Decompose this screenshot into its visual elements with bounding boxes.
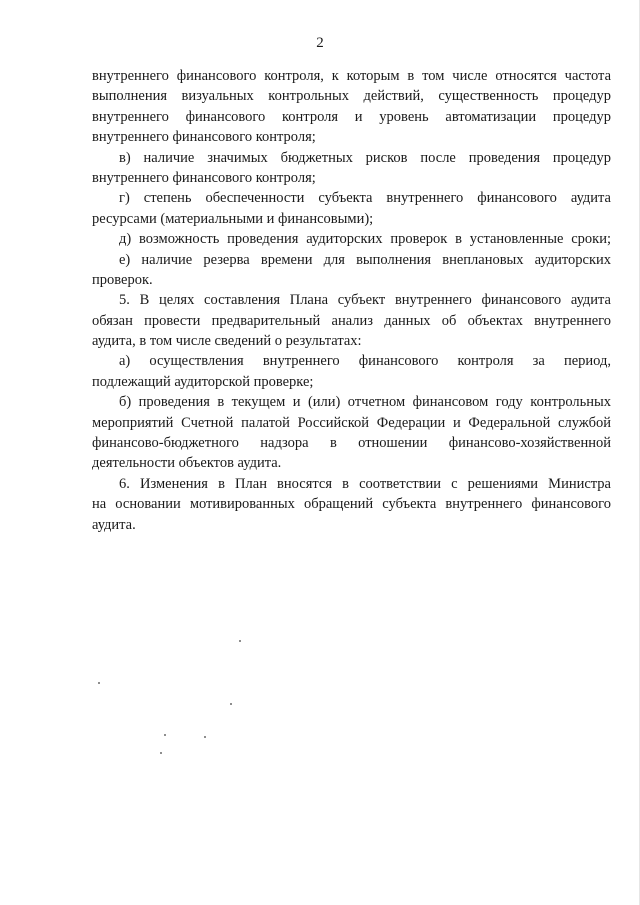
- text-line: 6. Изменения в План вносятся в соответствии с решениями Министра: [119, 475, 611, 492]
- text-line: внутреннего финансового контроля;: [92, 169, 316, 186]
- text-line: 5. В целях составления Плана субъект внутреннего финансового аудита: [119, 292, 611, 309]
- body-text: [92, 66, 611, 535]
- scan-speck: [239, 640, 241, 642]
- text-line: внутреннего финансового контроля и уровень автоматизации процедур: [92, 108, 611, 125]
- scan-speck: [204, 736, 206, 738]
- scan-speck: [164, 734, 166, 736]
- text-line: на основании мотивированных обращений субъекта внутреннего финансового: [92, 496, 611, 513]
- text-line: обязан провести предварительный анализ данных об объектах внутреннего: [92, 312, 611, 329]
- scan-speck: [160, 752, 162, 754]
- text-line: е) наличие резерва времени для выполнения внеплановых аудиторских: [119, 251, 611, 268]
- text-line: аудита.: [92, 516, 136, 533]
- scan-speck: [98, 682, 100, 684]
- text-line: в) наличие значимых бюджетных рисков после проведения процедур: [119, 149, 611, 166]
- text-line: деятельности объектов аудита.: [92, 455, 282, 472]
- text-line: д) возможность проведения аудиторских проверок в установленные сроки;: [119, 231, 611, 248]
- text-line: внутреннего финансового контроля;: [92, 129, 316, 146]
- scan-speck: [230, 703, 232, 705]
- text-line: аудита, в том числе сведений о результатах:: [92, 333, 362, 350]
- text-line: выполнения визуальных контрольных действий, существенность процедур: [92, 88, 611, 105]
- text-line: а) осуществления внутреннего финансового контроля за период,: [119, 353, 611, 370]
- text-line: подлежащий аудиторской проверке;: [92, 373, 314, 390]
- text-line: внутреннего финансового контроля, к которым в том числе относятся частота: [92, 68, 611, 84]
- text-line: проверок.: [92, 271, 153, 288]
- text-line: финансово-бюджетного надзора в отношении финансово-хозяйственной: [92, 435, 611, 452]
- text-line: г) степень обеспеченности субъекта внутреннего финансового аудита: [119, 190, 611, 207]
- page-number: 2: [316, 35, 324, 51]
- text-line: ресурсами (материальными и финансовыми);: [92, 210, 374, 227]
- text-line: мероприятий Счетной палатой Российской Федерации и Федеральной службой: [92, 414, 611, 431]
- text-line: б) проведения в текущем и (или) отчетном финансовом году контрольных: [119, 394, 611, 411]
